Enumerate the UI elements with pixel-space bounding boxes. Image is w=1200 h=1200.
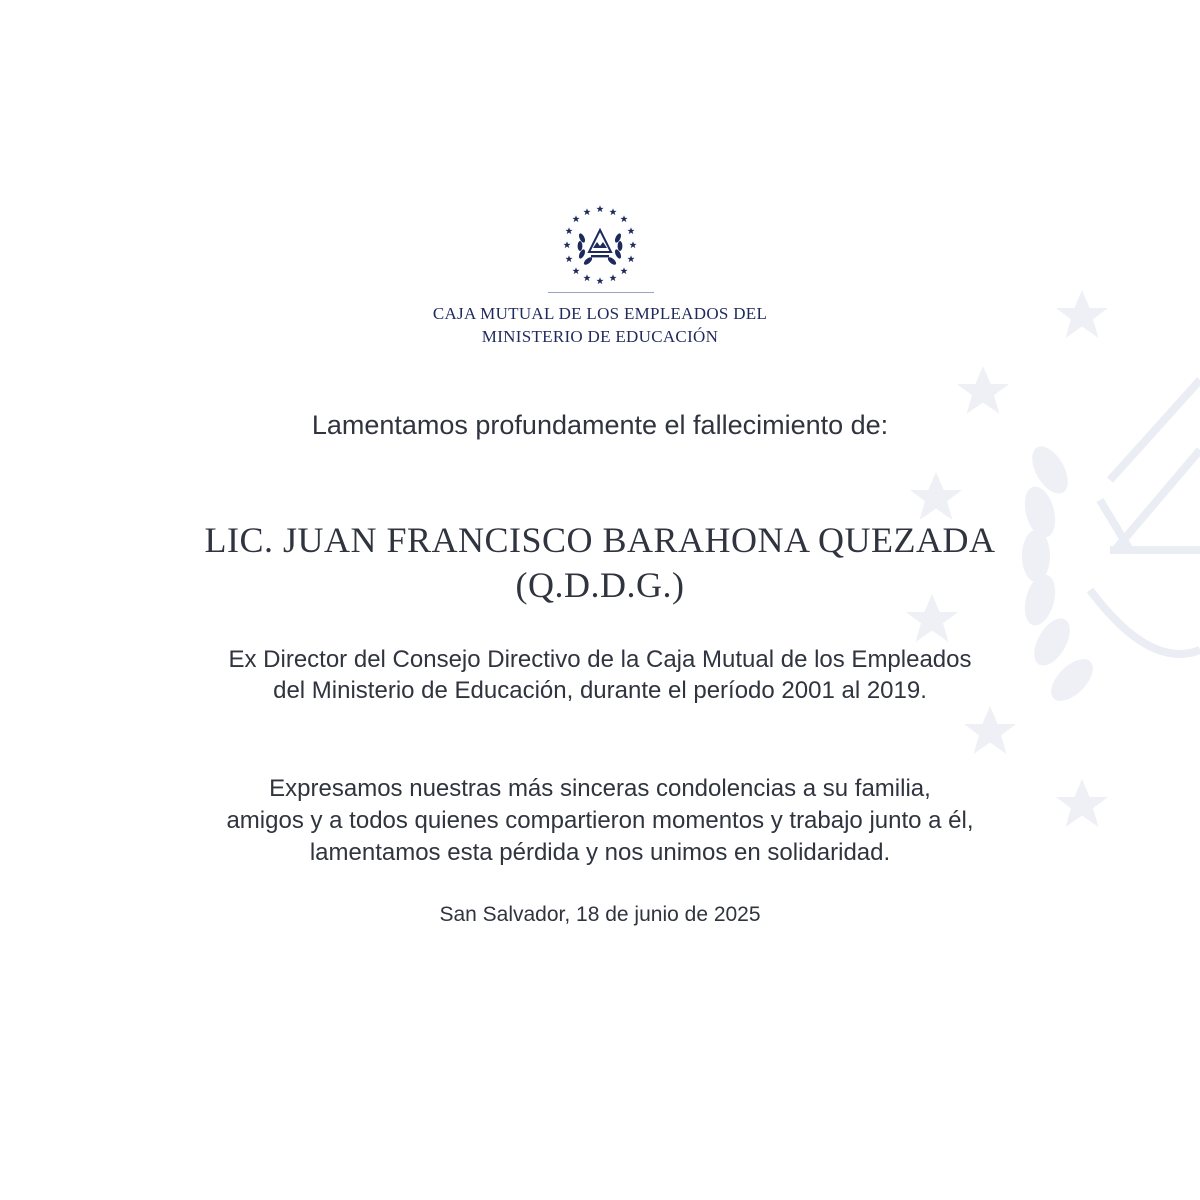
deceased-name: [100, 518, 1100, 608]
intro-text: [100, 408, 1100, 442]
deceased-name-line-1: LIC. JUAN FRANCISCO BARAHONA QUEZADA: [204, 520, 996, 560]
organization-name-line-1: CAJA MUTUAL DE LOS EMPLEADOS DEL: [432, 304, 768, 323]
organization-name-line-2: MINISTERIO DE EDUCACIÓN: [481, 327, 719, 346]
el-salvador-coat-of-arms-icon: [555, 200, 645, 290]
role-line-1: Ex Director del Consejo Directivo de la Caja Mutual de los Empleados: [228, 646, 972, 673]
role-description: [100, 644, 1100, 706]
condolences-line-3: lamentamos esta pérdida y nos unimos en solidaridad.: [309, 839, 891, 866]
seal-divider: [548, 292, 654, 293]
condolences-line-1: Expresamos nuestras más sinceras condolencias a su familia,: [269, 775, 931, 802]
place-date-line: San Salvador, 18 de junio de 2025: [439, 903, 761, 926]
role-line-2: del Ministerio de Educación, durante el período 2001 al 2019.: [273, 677, 927, 704]
condolences-line-2: amigos y a todos quienes compartieron momentos y trabajo junto a él,: [226, 807, 974, 834]
condolences-text: [100, 773, 1100, 869]
organization-name: [300, 302, 900, 348]
place-and-date: [100, 901, 1100, 929]
deceased-name-line-2: (Q.D.D.G.): [515, 565, 685, 605]
intro-line: Lamentamos profundamente el fallecimiento de:: [311, 410, 889, 440]
